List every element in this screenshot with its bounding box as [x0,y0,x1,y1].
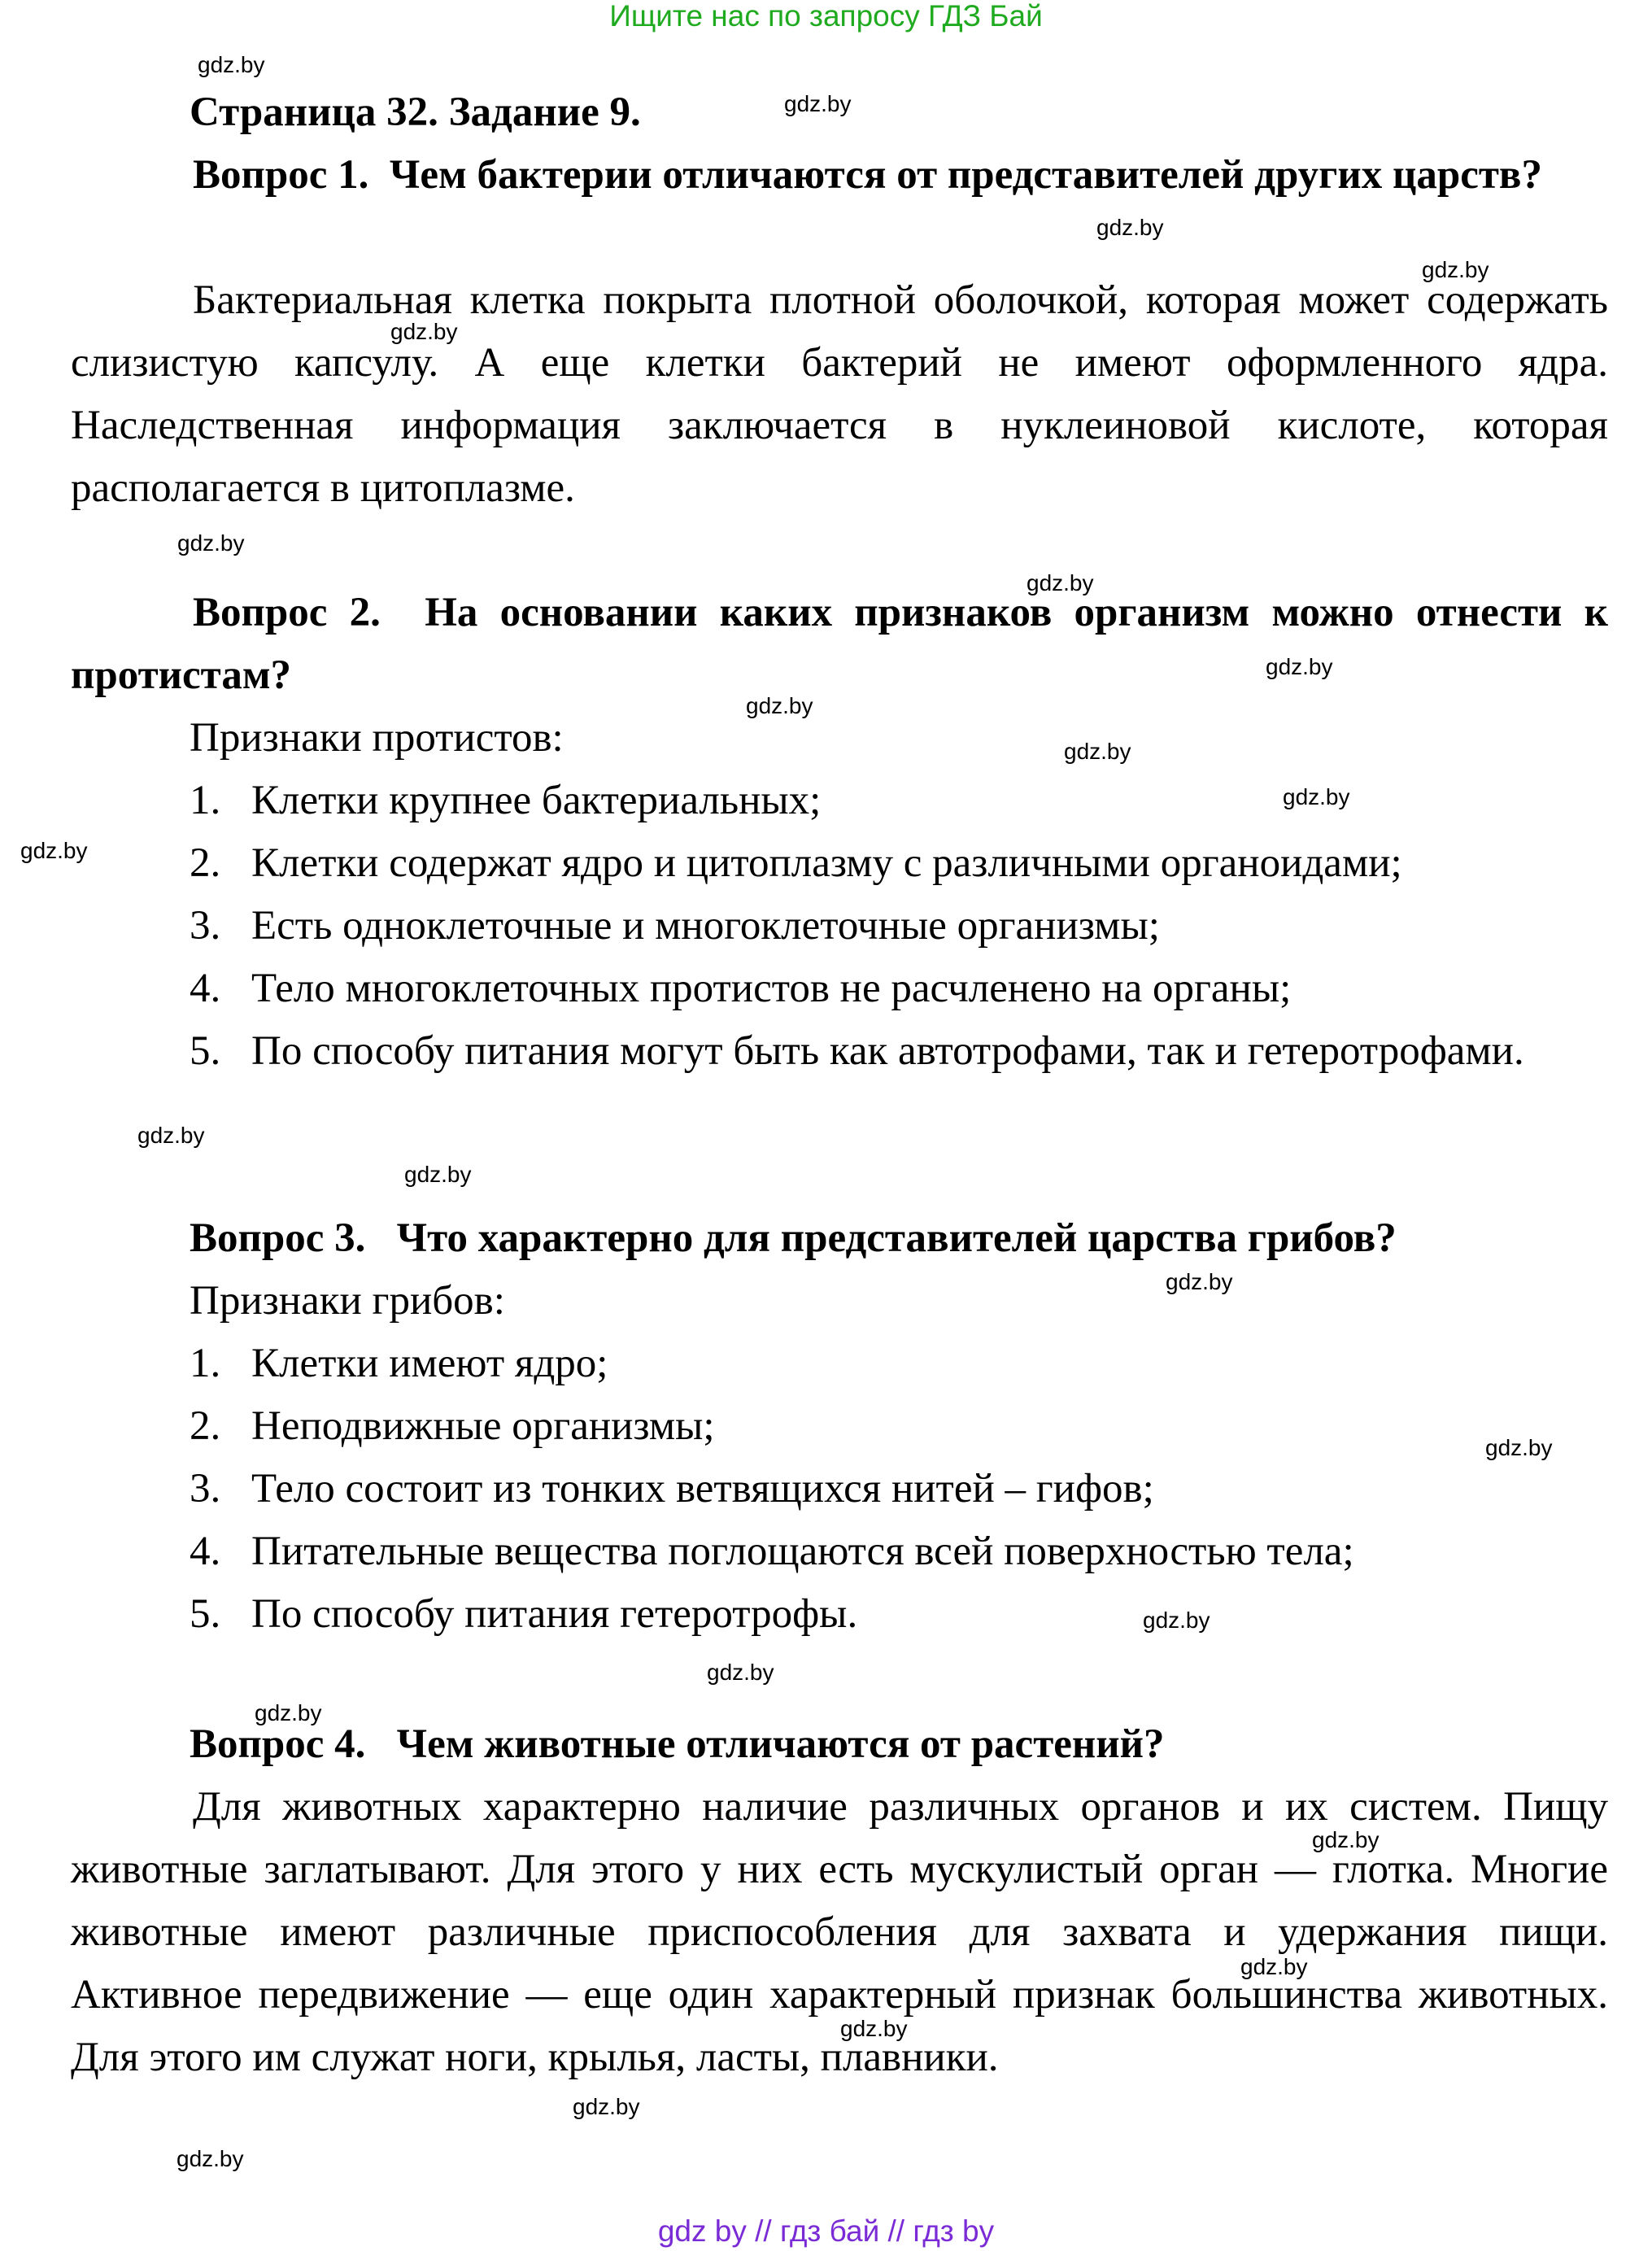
list-item-text: Питательные вещества поглощаются всей поверхностью тела; [251,1529,1354,1574]
question-4-text: Чем животные отличаются от растений? [396,1721,1165,1767]
watermark: gdz.by [137,1123,205,1148]
list-item [190,1395,1608,1458]
top-banner[interactable]: Ищите нас по запросу ГДЗ Бай [609,0,1043,33]
list-item-text: По способу питания могут быть как автотрофами, так и гетеротрофами. [251,1028,1524,1074]
list-item [190,1458,1608,1520]
question-3-heading [190,1207,1397,1270]
question-1-label: Вопрос 1. [193,152,369,198]
list-item-text: Неподвижные организмы; [251,1403,715,1449]
watermark: gdz.by [198,52,265,77]
watermark: gdz.by [20,838,88,863]
watermark: gdz.by [1027,570,1094,595]
list-item-text: Клетки имеют ядро; [251,1341,608,1386]
page-heading: Страница 32. Задание 9. [190,89,641,135]
question-2-intro: Признаки протистов: [190,715,564,761]
watermark: gdz.by [1266,654,1333,679]
question-2-text: На основании каких признаков организм можно отнести к протистам? [71,590,1608,698]
list-item-number: 1. [190,1341,221,1386]
list-item [190,1520,1608,1583]
list-item-number: 5. [190,1591,221,1637]
list-item [190,895,1608,958]
watermark: gdz.by [1064,739,1131,764]
watermark: gdz.by [1283,784,1350,809]
list-item-text: Клетки крупнее бактериальных; [251,778,822,823]
list-item-text: Клетки содержат ядро и цитоплазму с различными органоидами; [251,840,1402,886]
watermark: gdz.by [177,530,245,556]
watermark: gdz.by [707,1660,774,1685]
watermark: gdz.by [1166,1269,1233,1294]
question-1-heading [71,144,1608,207]
watermark: gdz.by [1143,1608,1210,1633]
watermark: gdz.by [573,2094,640,2119]
question-2-heading [71,582,1608,707]
watermark: gdz.by [1240,1954,1308,1979]
watermark: gdz.by [390,319,458,344]
list-item-text: По способу питания гетеротрофы. [251,1591,858,1637]
watermark: gdz.by [255,1700,322,1725]
question-2-label: Вопрос 2. [193,590,381,635]
question-2-list [190,770,1608,1083]
watermark: gdz.by [1312,1827,1380,1852]
list-item [190,832,1608,895]
list-item-number: 4. [190,1529,221,1574]
list-item-number: 3. [190,1466,221,1512]
question-4-heading [190,1713,1165,1776]
watermark: gdz.by [177,2146,244,2171]
watermark: gdz.by [1485,1435,1553,1460]
list-item-text: Есть одноклеточные и многоклеточные организмы; [251,903,1160,949]
watermark: gdz.by [784,91,852,116]
list-item-number: 4. [190,966,221,1011]
list-item [190,958,1608,1020]
question-4-answer: Для животных характерно наличие различных органов и их систем. Пищу животные заглатывают. Для этого у них есть мускулистый орган — глотка. Многие животные имеют различные приспособления для захвата и удержания пищи. Активное передвижение — еще один характерный признак большинства животных. Для этого им служат ноги, крылья, ласты, плавники. [71,1784,1608,2080]
list-item [190,1333,1608,1395]
watermark: gdz.by [1422,257,1489,282]
list-item-number: 3. [190,903,221,949]
watermark: gdz.by [404,1162,472,1187]
list-item-text: Тело состоит из тонких ветвящихся нитей – гифов; [251,1466,1154,1512]
watermark: gdz.by [746,693,813,718]
watermark: gdz.by [1096,215,1164,240]
list-item-text: Тело многоклеточных протистов не расчленено на органы; [251,966,1292,1011]
list-item-number: 1. [190,778,221,823]
question-4-label: Вопрос 4. [190,1721,366,1767]
list-item [190,770,1608,832]
question-1-answer: Бактериальная клетка покрыта плотной оболочкой, которая может содержать слизистую капсулу. А еще клетки бактерий не имеют оформленного ядра. Наследственная информация заключается в нуклеиновой кислоте, которая располагается в цитоплазме. [71,277,1608,511]
list-item [190,1020,1608,1083]
question-3-text: Что характерно для представителей царства грибов? [396,1215,1397,1261]
question-1-text: Чем бактерии отличаются от представителей других царств? [389,152,1542,198]
list-item-number: 5. [190,1028,221,1074]
question-3-intro: Признаки грибов: [190,1278,505,1324]
list-item-number: 2. [190,1403,221,1449]
list-item-number: 2. [190,840,221,886]
question-3-label: Вопрос 3. [190,1215,366,1261]
question-3-list [190,1333,1608,1646]
bottom-banner[interactable]: gdz by // гдз бай // гдз by [657,2214,995,2248]
watermark: gdz.by [840,2016,908,2041]
list-item [190,1583,1608,1646]
